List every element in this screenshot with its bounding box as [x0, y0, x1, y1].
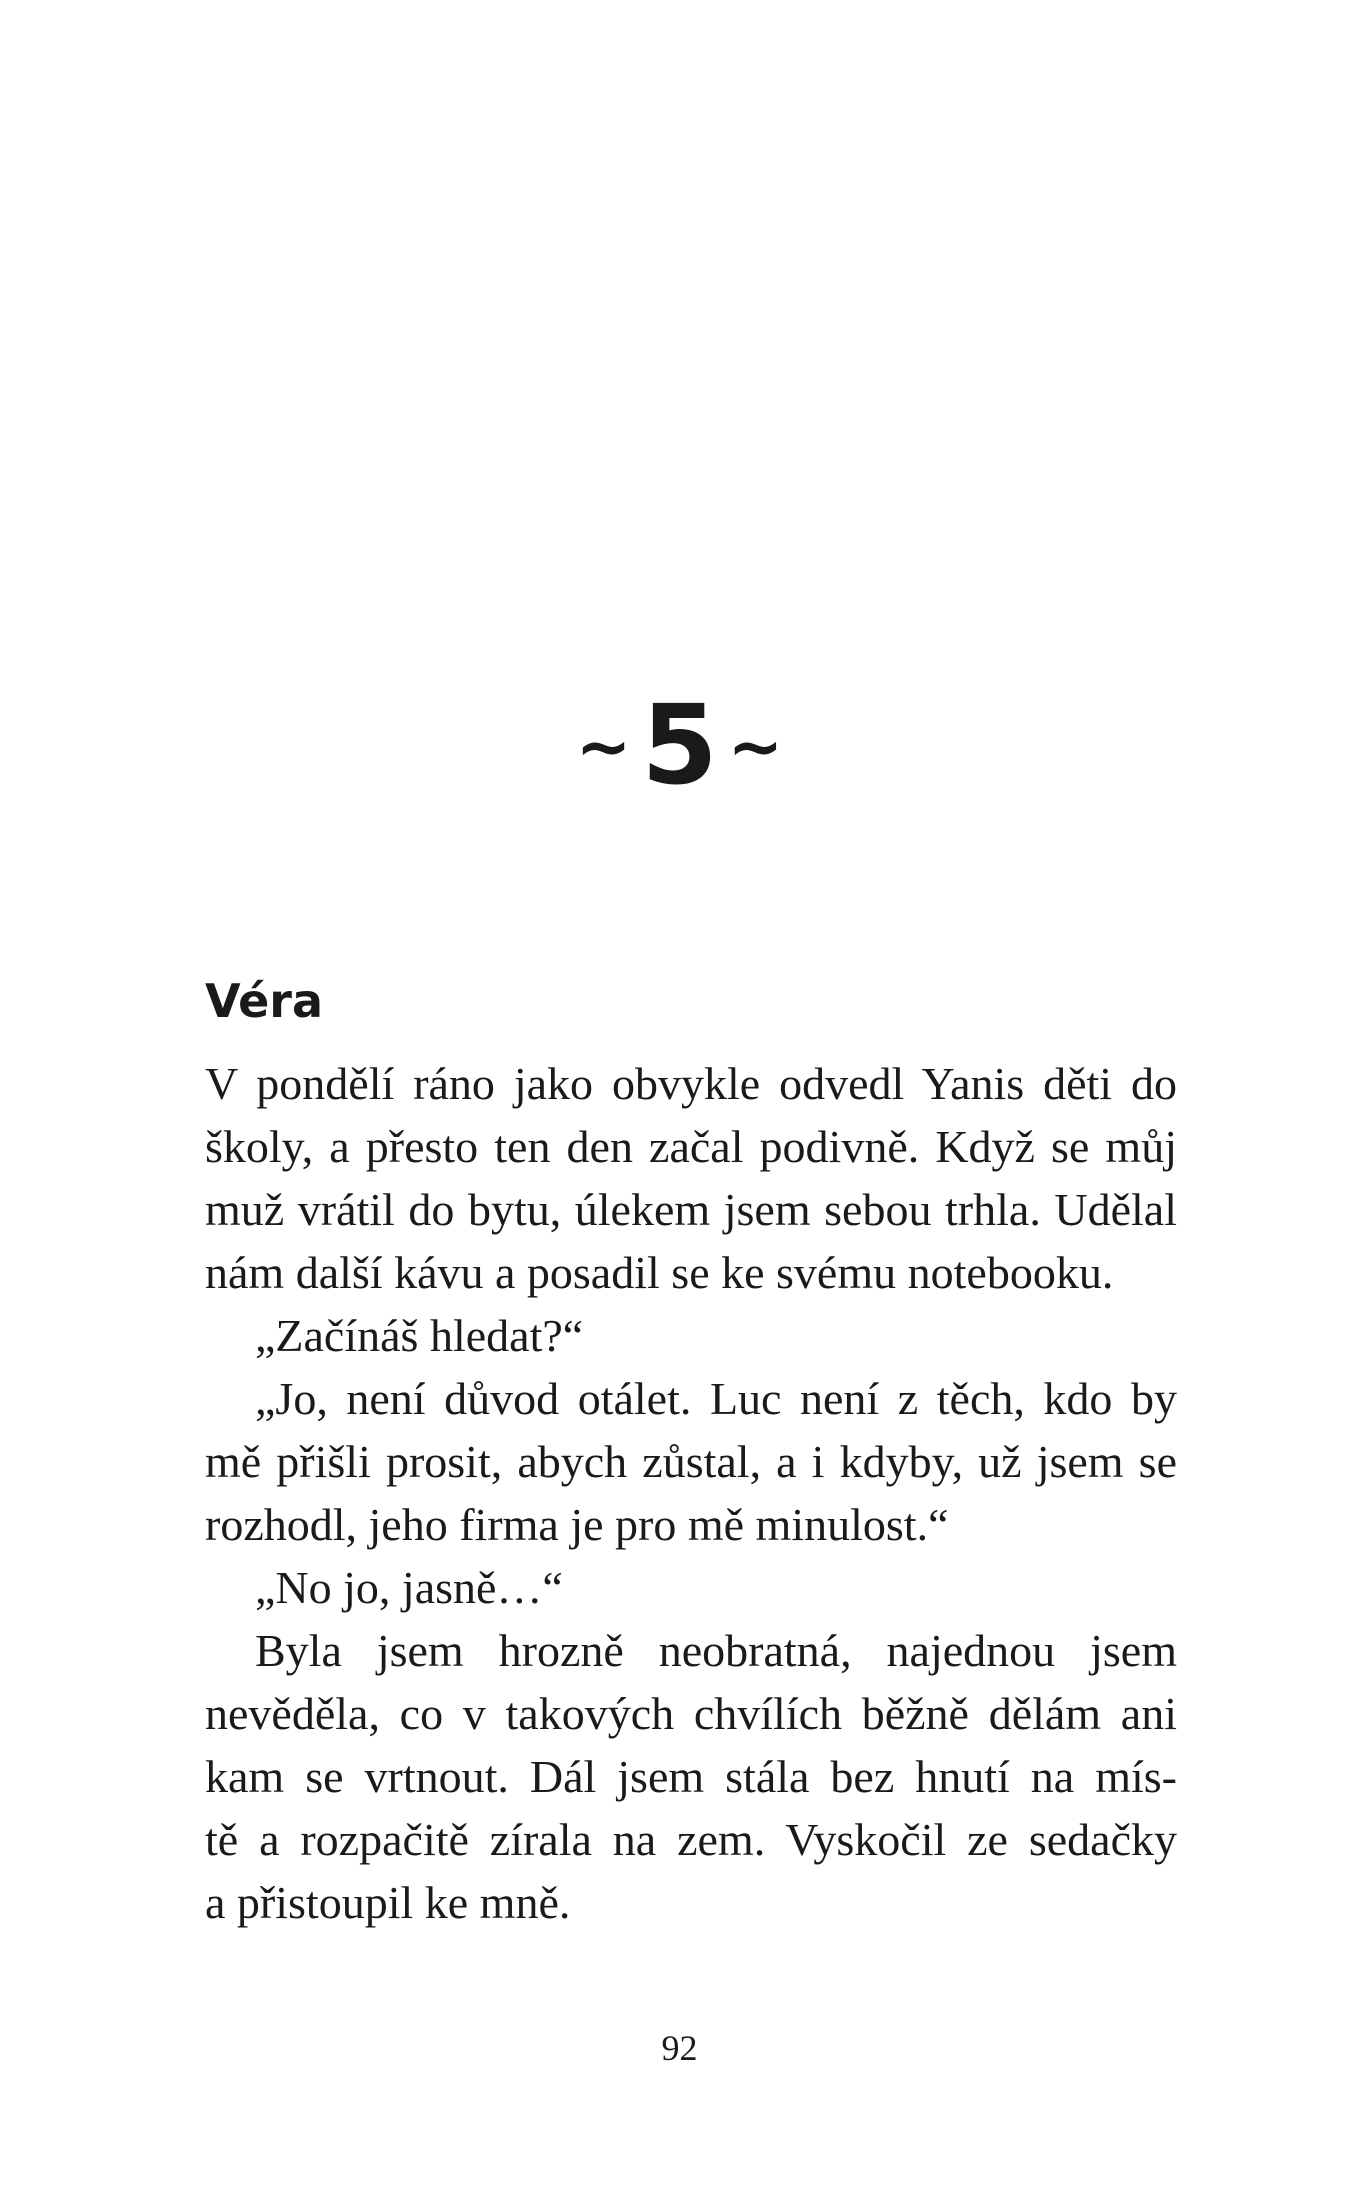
text-line: mě přišli prosit, abych zůstal, a i kdyby, už jsem se: [205, 1436, 1177, 1487]
body-text: [205, 1052, 1177, 1934]
text-line: rozhodl, jeho firma je pro mě minulost.“: [205, 1499, 949, 1550]
chapter-ornament-left: ~: [575, 708, 632, 785]
page-number: 92: [661, 2028, 698, 2068]
text-line: „Jo, není důvod otálet. Luc není z těch, kdo by: [255, 1373, 1177, 1424]
section-title: Véra: [205, 974, 324, 1028]
text-line: muž vrátil do bytu, úlekem jsem sebou trhla. Udělal: [205, 1184, 1177, 1235]
text-line: nám další kávu a posadil se ke svému notebooku.: [205, 1247, 1114, 1298]
text-line: nevěděla, co v takových chvílích běžně dělám ani: [205, 1688, 1177, 1739]
text-line: „Začínáš hledat?“: [255, 1310, 584, 1361]
chapter-ornament-right: ~: [727, 708, 784, 785]
text-line: a přistoupil ke mně.: [205, 1877, 571, 1928]
text-line: „No jo, jasně…“: [255, 1562, 563, 1613]
text-line: Byla jsem hrozně neobratná, najednou jsem: [255, 1625, 1177, 1676]
text-line: V pondělí ráno jako obvykle odvedl Yanis děti do: [205, 1058, 1177, 1109]
text-line: školy, a přesto ten den začal podivně. Když se můj: [205, 1121, 1177, 1172]
chapter-number: 5: [641, 681, 718, 809]
chapter-heading: [0, 681, 1359, 809]
text-line: tě a rozpačitě zírala na zem. Vyskočil ze sedačky: [205, 1814, 1177, 1865]
text-line: kam se vrtnout. Dál jsem stála bez hnutí na mís-: [205, 1751, 1177, 1802]
